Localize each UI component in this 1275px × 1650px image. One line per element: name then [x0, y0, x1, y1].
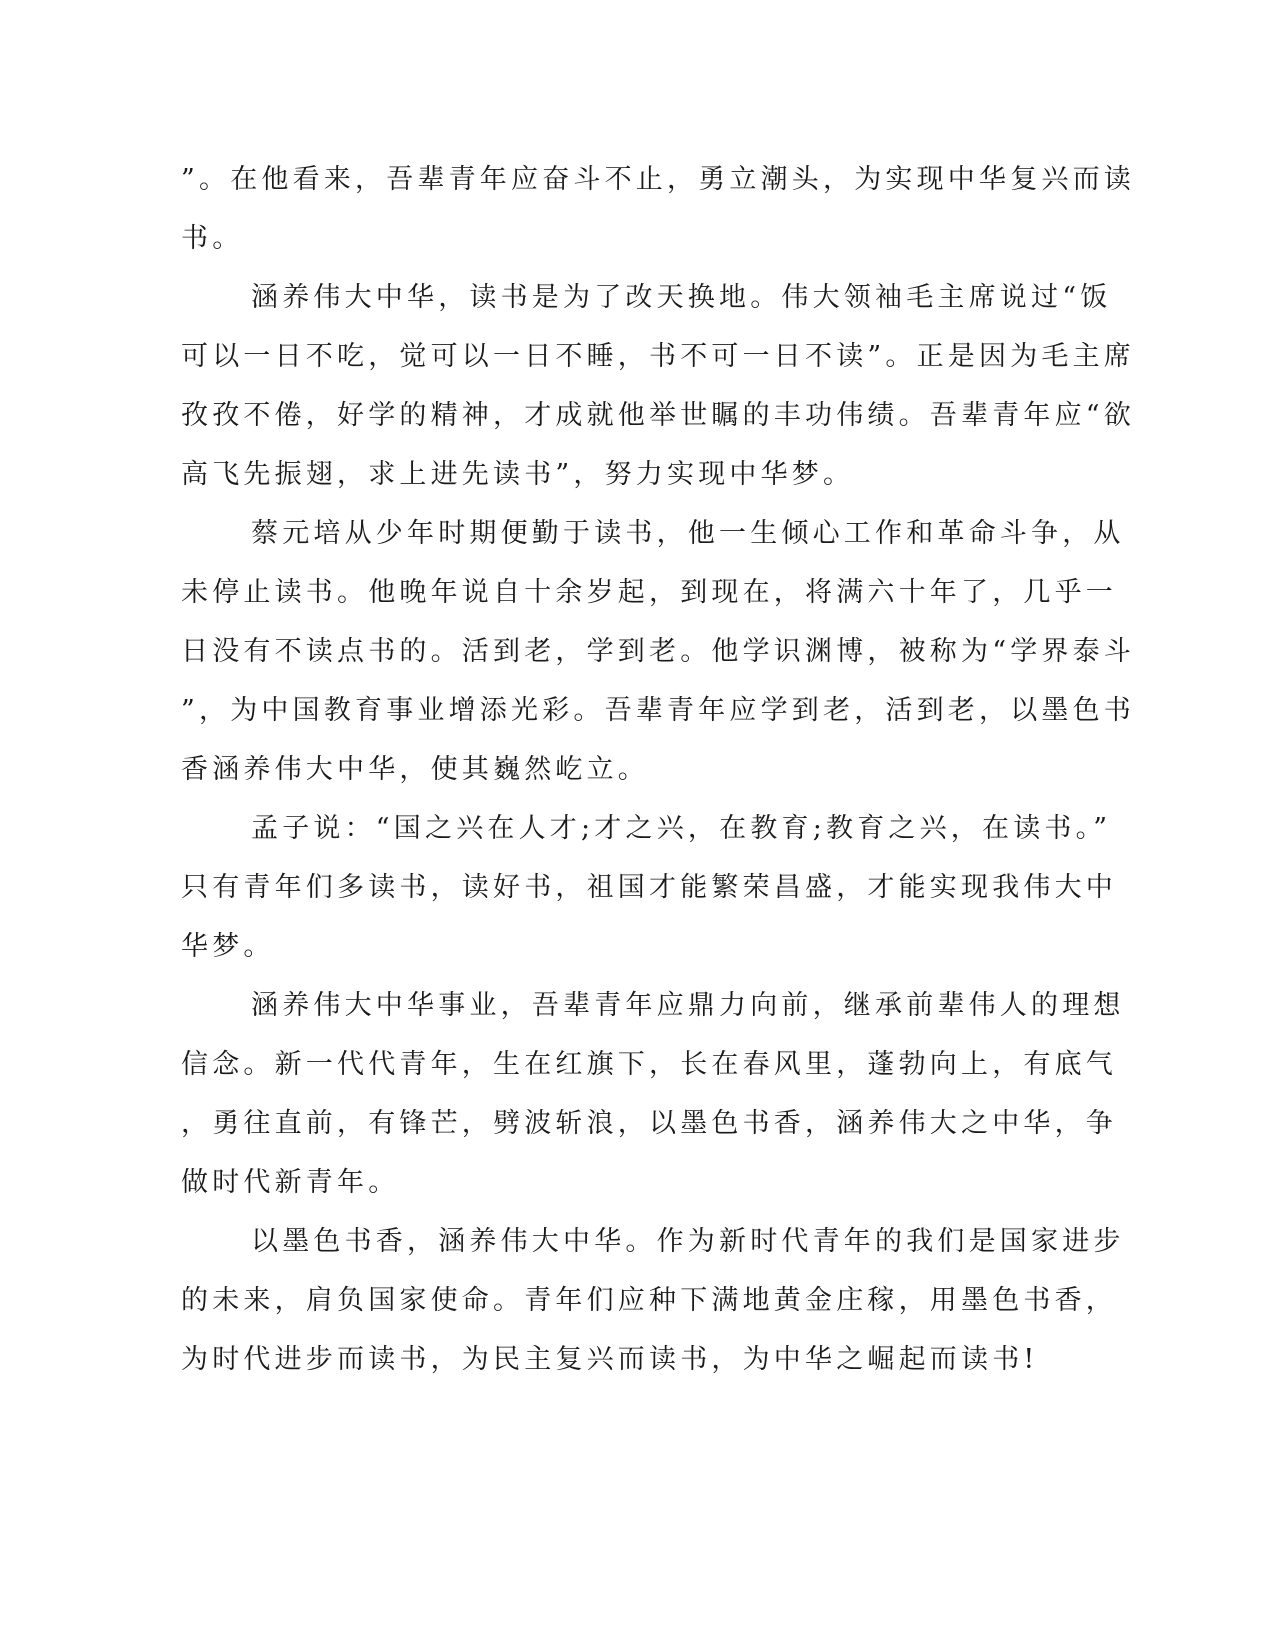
text-line: 未停止读书。他晚年说自十余岁起，到现在，将满六十年了，几乎一 [181, 577, 1117, 608]
paragraph-first-line: 涵养伟大中华事业，吾辈青年应鼎力向前，继承前辈伟人的理想 [251, 990, 1125, 1021]
text-line: 做时代新青年。 [181, 1167, 400, 1198]
text-line: 为时代进步而读书，为民主复兴而读书，为中华之崛起而读书! [181, 1344, 1039, 1375]
paragraph-first-line: 涵养伟大中华，读书是为了改天换地。伟大领袖毛主席说过“饭 [251, 282, 1112, 313]
text-line: ”。在他看来，吾辈青年应奋斗不止，勇立潮头，为实现中华复兴而读 [181, 164, 1136, 195]
text-line: 可以一日不吃，觉可以一日不睡，书不可一日不读”。正是因为毛主席 [181, 341, 1136, 372]
text-line: 华梦。 [181, 931, 275, 962]
paragraph-first-line: 孟子说：“国之兴在人才;才之兴，在教育;教育之兴，在读书。” [251, 813, 1112, 844]
paragraph-first-line: 蔡元培从少年时期便勤于读书，他一生倾心工作和革命斗争，从 [251, 518, 1125, 549]
body-text [181, 150, 1136, 1389]
text-line: 孜孜不倦，好学的精神，才成就他举世瞩的丰功伟绩。吾辈青年应“欲 [181, 400, 1136, 431]
text-line: 日没有不读点书的。活到老，学到老。他学识渊博，被称为“学界泰斗 [181, 636, 1136, 667]
text-line: 高飞先振翅，求上进先读书”，努力实现中华梦。 [181, 459, 855, 490]
paragraph-first-line: 以墨色书香，涵养伟大中华。作为新时代青年的我们是国家进步 [251, 1226, 1125, 1257]
text-line: 书。 [181, 223, 244, 254]
text-line: 信念。新一代代青年，生在红旗下，长在春风里，蓬勃向上，有底气 [181, 1049, 1117, 1080]
text-line: 只有青年们多读书，读好书，祖国才能繁荣昌盛，才能实现我伟大中 [181, 872, 1117, 903]
text-line: ”，为中国教育事业增添光彩。吾辈青年应学到老，活到老，以墨色书 [181, 695, 1136, 726]
text-line: ，勇往直前，有锋芒，劈波斩浪，以墨色书香，涵养伟大之中华，争 [181, 1108, 1117, 1139]
text-line: 的未来，肩负国家使命。青年们应种下满地黄金庄稼，用墨色书香， [181, 1285, 1117, 1316]
text-line: 香涵养伟大中华，使其巍然屹立。 [181, 754, 649, 785]
